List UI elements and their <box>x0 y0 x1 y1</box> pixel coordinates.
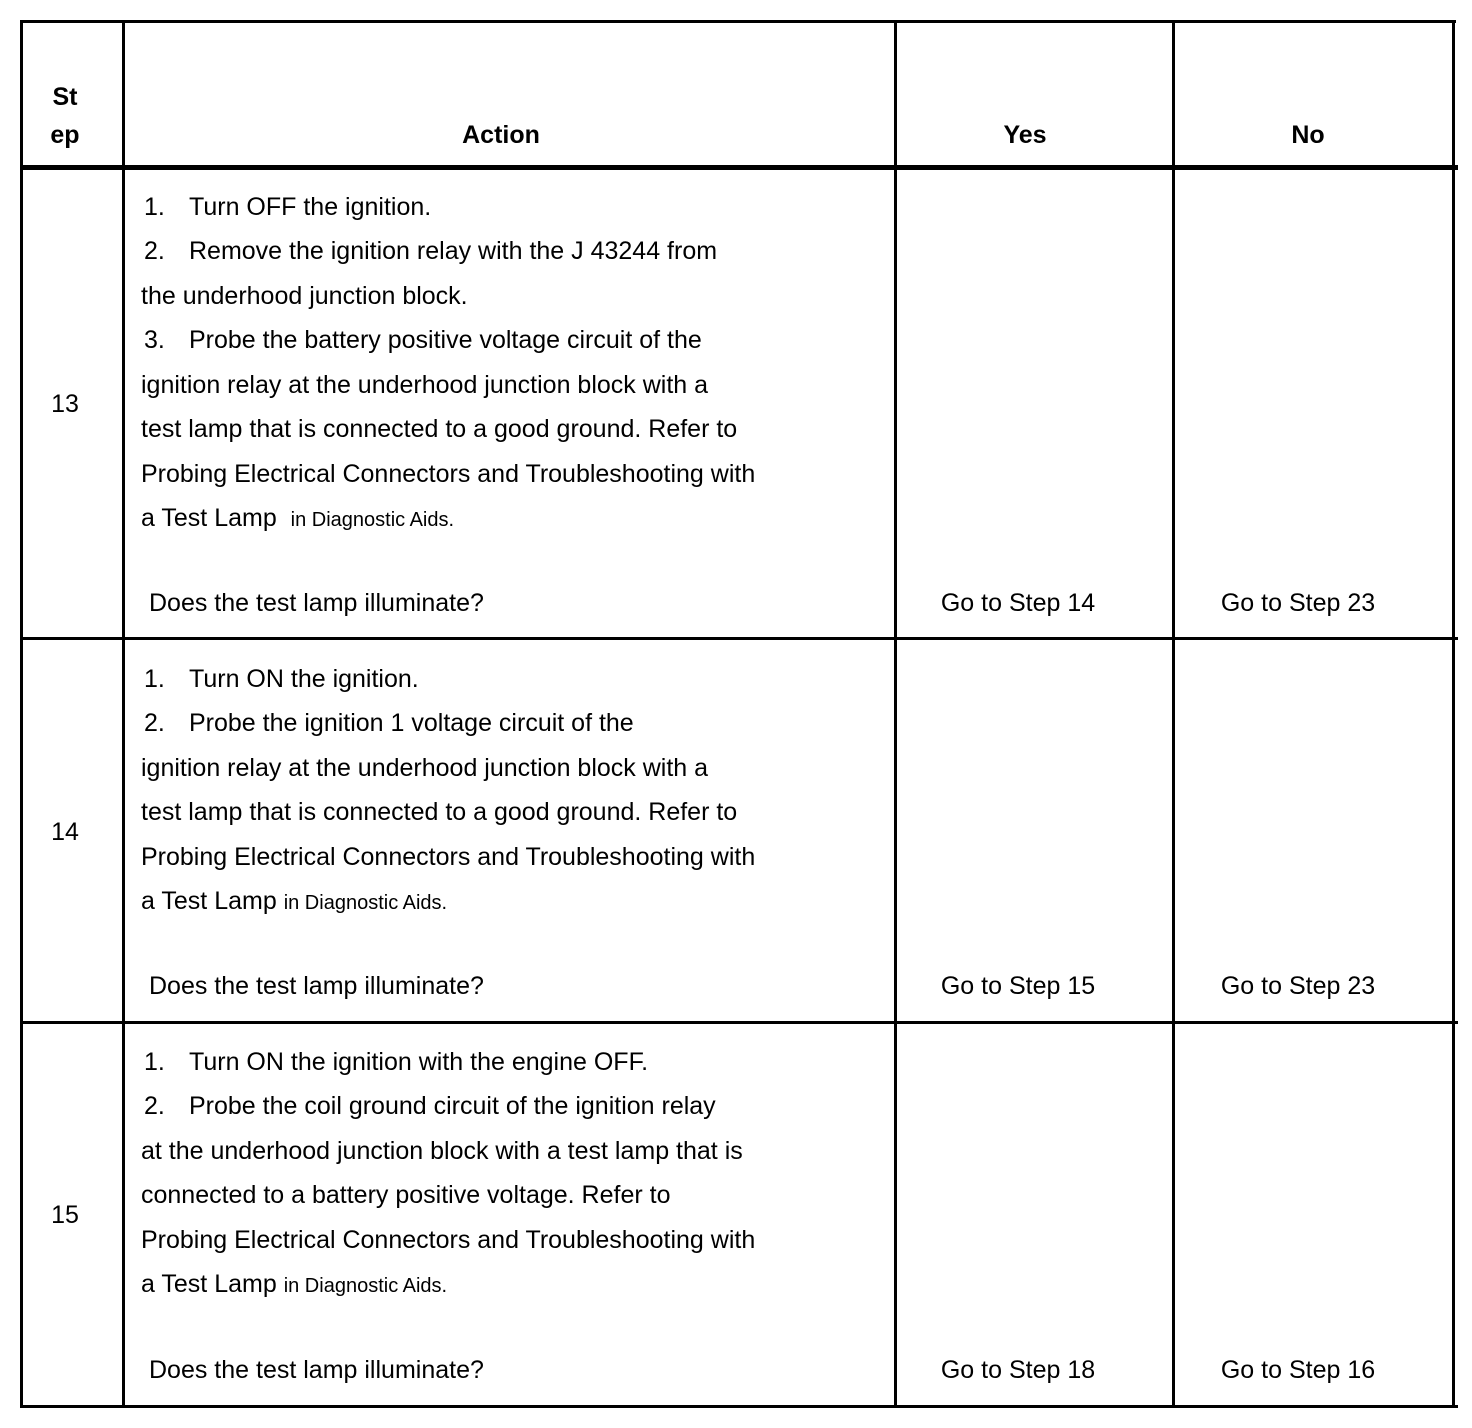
action-steps <box>141 657 881 927</box>
table-border-top <box>20 20 1456 23</box>
item-text: test lamp that is connected to a good ground. Refer to <box>141 798 738 826</box>
column-divider <box>894 20 897 1408</box>
question: Does the test lamp illuminate? <box>149 589 484 617</box>
item-text: Probing Electrical Connectors and Troubleshooting with <box>141 1226 756 1254</box>
item-text: Probing Electrical Connectors and Troubleshooting with <box>141 460 756 488</box>
column-divider <box>122 20 125 1408</box>
item-number: 1. <box>144 1048 165 1076</box>
item-text: Probing Electrical Connectors and Troubleshooting with <box>141 843 756 871</box>
item-text: Probe the coil ground circuit of the ignition relay <box>189 1092 716 1120</box>
item-number: 1. <box>144 193 165 221</box>
item-text: Turn ON the ignition. <box>189 665 419 693</box>
step-number: 13 <box>51 390 79 418</box>
header-step <box>24 78 106 154</box>
table-border-bottom <box>22 1405 1458 1408</box>
reference-suffix: in Diagnostic Aids. <box>283 892 448 914</box>
column-divider <box>1172 20 1175 1408</box>
question: Does the test lamp illuminate? <box>149 1356 484 1384</box>
header-step-line2: ep <box>50 121 80 149</box>
item-text: Probe the battery positive voltage circuit of the <box>189 326 702 354</box>
no-result: Go to Step 23 <box>1220 589 1376 617</box>
item-text: ignition relay at the underhood junction block with a <box>141 754 709 782</box>
action-steps <box>141 185 881 545</box>
yes-result: Go to Step 15 <box>940 972 1096 1000</box>
step-number: 14 <box>51 818 79 846</box>
item-text: test lamp that is connected to a good ground. Refer to <box>141 415 738 443</box>
reference-link: a Test Lamp <box>141 887 277 915</box>
reference-link: a Test Lamp <box>141 1270 277 1298</box>
item-number: 2. <box>144 237 165 265</box>
step-number: 15 <box>51 1201 79 1229</box>
table-border-right <box>1452 20 1455 1408</box>
item-text: Turn ON the ignition with the engine OFF. <box>189 1048 649 1076</box>
reference-suffix: in Diagnostic Aids. <box>283 1275 448 1297</box>
yes-result: Go to Step 14 <box>940 589 1096 617</box>
header-yes: Yes <box>1003 121 1047 149</box>
row-divider <box>22 1021 1458 1024</box>
reference-suffix: in Diagnostic Aids. <box>290 509 455 531</box>
reference-link: a Test Lamp <box>141 504 277 532</box>
header-divider <box>20 165 1458 170</box>
no-result: Go to Step 16 <box>1220 1356 1376 1384</box>
item-text: at the underhood junction block with a test lamp that is <box>141 1137 743 1165</box>
question: Does the test lamp illuminate? <box>149 972 484 1000</box>
item-text: connected to a battery positive voltage. Refer to <box>141 1181 671 1209</box>
yes-result: Go to Step 18 <box>940 1356 1096 1384</box>
header-step-line1: St <box>52 83 78 111</box>
row-divider <box>22 637 1458 640</box>
header-action: Action <box>462 121 540 149</box>
item-number: 2. <box>144 1092 165 1120</box>
item-text: Remove the ignition relay with the J 43244 from <box>189 237 718 265</box>
no-result: Go to Step 23 <box>1220 972 1376 1000</box>
item-number: 3. <box>144 326 165 354</box>
table-border-left <box>20 20 23 1408</box>
item-text: Turn OFF the ignition. <box>189 193 432 221</box>
action-steps <box>141 1040 881 1310</box>
item-text: ignition relay at the underhood junction block with a <box>141 371 709 399</box>
item-text: the underhood junction block. <box>141 282 468 310</box>
item-number: 2. <box>144 709 165 737</box>
header-no: No <box>1291 121 1325 149</box>
item-number: 1. <box>144 665 165 693</box>
item-text: Probe the ignition 1 voltage circuit of the <box>189 709 634 737</box>
